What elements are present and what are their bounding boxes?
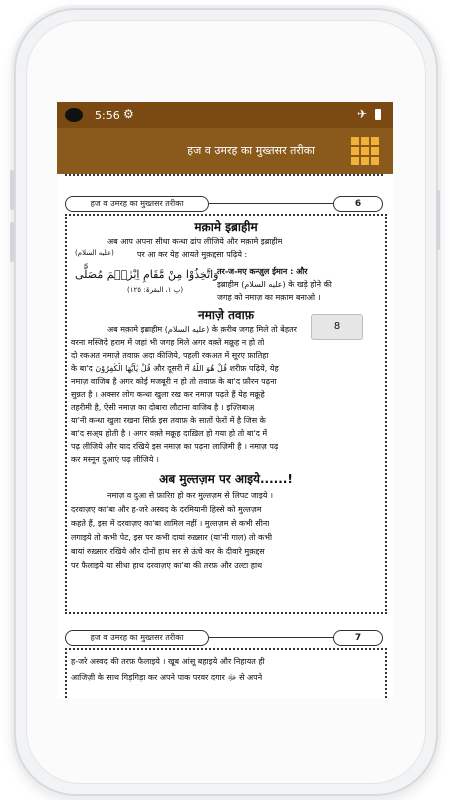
page-header	[65, 630, 383, 646]
page-border	[65, 214, 387, 614]
section-heading: नमाज़े तवाफ़	[198, 308, 254, 322]
paragraph-line: अब मक़ामे इब्राहीम (عليه السلام) के क़रीब जगह मिले तो बेहतर	[107, 325, 297, 334]
book-page-7	[65, 630, 383, 698]
paragraph-line: बा'द सअ्य होती है । अगर वक़्ते मक्रूह दाख़िल हो गया हो तो बा'द में	[71, 429, 268, 438]
page-border	[65, 648, 387, 698]
paragraph-line: (عليه السلام)	[75, 249, 114, 257]
section-heading: अब मुल्तज़म पर आइये......!	[159, 472, 293, 486]
book-page-6	[65, 196, 383, 614]
paragraph-line: ह-जरे अस्वद की तरफ़ फैलाइये । खूब आंसू बहाइये और निहायत ही	[71, 657, 265, 666]
clock: 5:56	[95, 109, 120, 122]
paragraph-line: आजिज़ी के साथ गिड़गिड़ा कर अपने पाक परवर दगार ﷻ से अपने	[71, 673, 263, 682]
paragraph-line: पढ़ लीजिये और याद रखिये इस नमाज़ का पढ़ना लाज़िमी है । नमाज़ पढ़	[71, 442, 279, 451]
header-rule	[209, 203, 333, 204]
paragraph-line: कर मस्नून दुआएं पढ़ लीजिये ।	[71, 455, 159, 464]
page-header	[65, 196, 383, 212]
app-title: हज व उमरह का मुख्तसर तरीका	[187, 144, 315, 157]
paragraph-line: नमाज़ व दुआ से फ़ारिग़ हो कर मुल्तज़म से लिपट जाइये ।	[107, 491, 274, 500]
paragraph-line: वरना मस्जिदे हराम में जहां भी जगह मिले अगर वक़्ते मक्रूह न हो तो	[71, 338, 265, 347]
page-number: 6	[333, 196, 383, 212]
page-header-title: हज व उमरह का मुख्तसर तरीका	[65, 630, 209, 646]
paragraph-line: नमाज़ वाजिब है अगर कोई मजबूरी न हो तो तवाफ़ के बा'द फ़ौरन पढ़ना	[71, 377, 277, 386]
quran-verse: وَاتَّخِذُوْا مِنْ مَّقَامِ اِبْرٰهٖمَ مُصَلًّى	[75, 268, 219, 281]
paragraph-line: बायां रुख़्सार रखिये और दोनों हाथ सर से ऊंचे कर के दीवारे मुक़द्दस	[71, 547, 265, 556]
page-header-title: हज व उमरह का मुख्तसर तरीका	[65, 196, 209, 212]
paragraph-line: लगाइये तो कभी पेट, इस पर कभी दायां रुख़्सार (या'नी गाल) तो कभी	[71, 533, 273, 542]
paragraph-line: तहरीमी है, ऐसी नमाज़ का दोबारा लौटाना वाजिब है । इज़्तिबाअ्	[71, 403, 255, 412]
battery-icon	[375, 109, 381, 120]
camera-notch	[65, 108, 83, 122]
paragraph-line: कहते हैं, इस में दरवाज़ए का'बा शामिल नहीं । मुल्तज़म से कभी सीना	[71, 519, 270, 528]
verse-reference: (پ ١، البقرۃ: ١٢٥)	[127, 286, 184, 294]
paragraph-line: पर फैलाइये या सीधा हाथ दरवाज़ए का'बा की तरफ़ और उल्टा हाथ	[71, 561, 263, 570]
paragraph-line: सुन्नत है । अक्सर लोग कन्धा खुला रख कर नमाज़ पढ़ते हैं येह मक्रूहे	[71, 390, 265, 399]
section-heading: मक़ामे इब्राहीम	[194, 220, 258, 234]
paragraph-line: या'नी कन्धा खुला रखना सिर्फ़ इस तवाफ़ के सातों फेरों में है जिस के	[71, 416, 266, 425]
volume-button	[10, 222, 14, 262]
paragraph-line: पर आ कर येह आयते मुक़द्दसा पढ़िये :	[137, 250, 248, 259]
paragraph-line: अब आप अपना सीधा कन्धा ढांप लीजिये और मक़ामे इब्राहीम	[107, 237, 283, 246]
volume-button	[10, 170, 14, 210]
paragraph-line: दो रकअत नमाज़े तवाफ़ अदा कीजिये, पहली रकअत में सूरए फ़ातिहा	[71, 351, 269, 360]
page-number: 7	[333, 630, 383, 646]
translation-line: जगह को नमाज़ का मक़ाम बनाओ ।	[217, 293, 321, 302]
translation-line: इब्राहीम (عليه السلام) के खड़े होने की	[217, 280, 332, 289]
page-indicator: 8	[311, 314, 363, 340]
previous-page-tail	[65, 174, 383, 180]
device-screen	[57, 102, 393, 698]
status-bar	[57, 102, 393, 128]
header-rule	[209, 637, 333, 638]
translation-line: तर-ज-मए कन्ज़ुल ईमान : और	[217, 267, 308, 276]
grid-menu-icon[interactable]	[351, 137, 379, 165]
app-toolbar	[57, 128, 393, 174]
book-viewer[interactable]	[57, 174, 393, 698]
power-button	[436, 190, 440, 250]
paragraph-line: के बा'द قُلْ يٰاَيُّهَا الْكٰفِرُوْنَ और दूसरी में قُلْ هُوَ اللّٰهُ शरीफ़ पढ़िये, येह	[71, 364, 279, 373]
airplane-mode-icon: ✈	[356, 107, 367, 121]
gear-icon: ⚙	[123, 107, 134, 121]
paragraph-line: दरवाज़ए का'बा और ह-जरे अस्वद के दरमियानी हिस्से को मुल्तज़म	[71, 505, 262, 514]
